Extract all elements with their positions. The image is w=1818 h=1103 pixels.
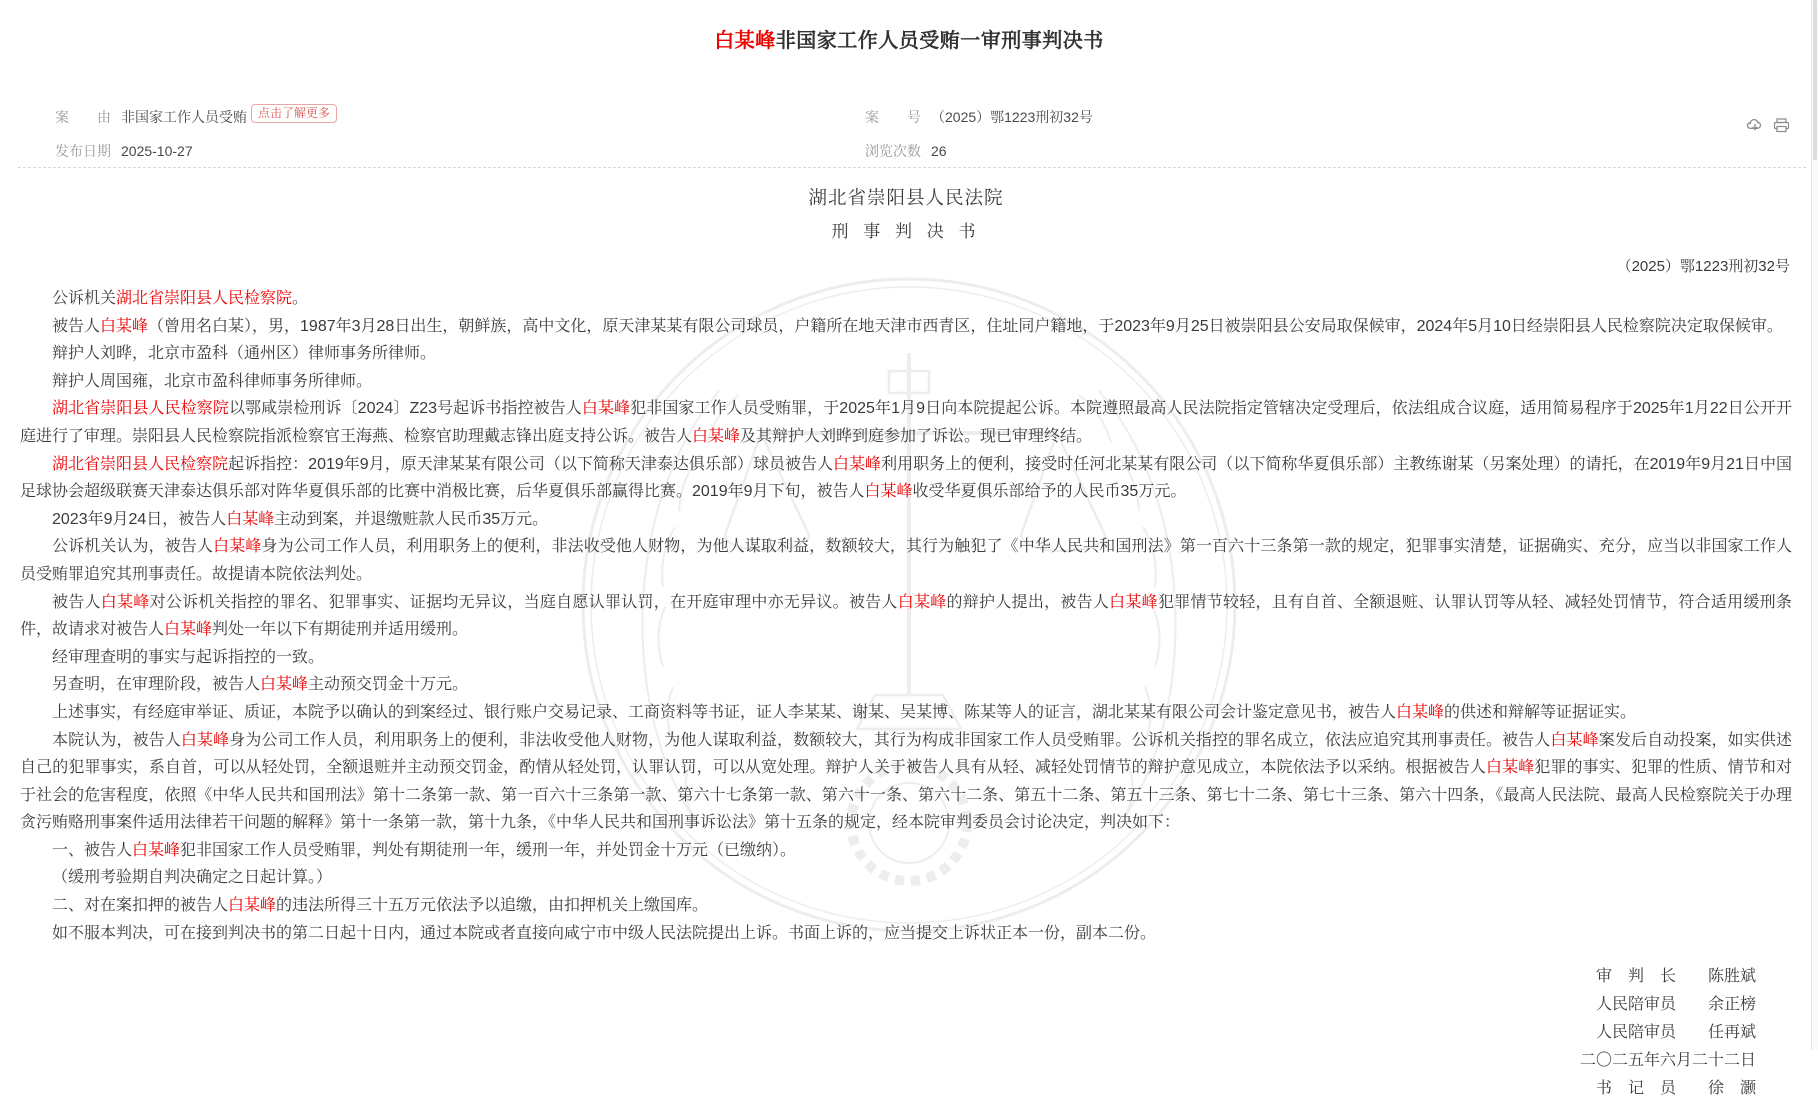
- entity-link[interactable]: 白某峰: [100, 593, 150, 611]
- publish-date-value: 2025-10-27: [121, 143, 193, 159]
- paragraph-text: 被告人: [52, 593, 101, 611]
- learn-more-badge[interactable]: 点击了解更多: [251, 104, 337, 123]
- judgment-paragraph: [20, 340, 1792, 368]
- paragraph-text: 经审理查明的事实与起诉指控的一致。: [52, 648, 325, 666]
- paragraph-text: 对公诉机关指控的罪名、犯罪事实、证据均无异议，当庭自愿认罪认罚，在开庭审理中亦无异议。被告人: [149, 593, 898, 611]
- judgment-paragraph: [20, 671, 1792, 699]
- signature-role: 审 判 长: [1595, 968, 1676, 986]
- views-value: 26: [931, 143, 947, 159]
- signature-role: 人民陪审员: [1595, 996, 1676, 1014]
- paragraph-text: 犯罪的事实、犯罪的性质、情节和对于社会的危害程度，依照《中华人民共和国刑法》第十二条第一款、第一百六十三条第一款、第六十七条第一款、第六十一条、第六十二条、第五十二条、第五十三条、第七十二条、第七十三条、第六十四条，《最高人民法院、最高人民检察院关于办理贪污贿赂刑事案件适用法律若干问题的解释》第十一条第一款，第十九条，《中华人民共和国刑事诉讼法》第十五条的规定，经本院审判委员会讨论决定，判决如下：: [20, 759, 1792, 832]
- entity-link[interactable]: 湖北省崇阳县人民检察院: [52, 400, 229, 418]
- signature-line: [20, 1019, 1756, 1047]
- meta-views: [865, 141, 947, 161]
- entity-link[interactable]: 白某峰: [1485, 759, 1535, 777]
- paragraph-text: 身为公司工作人员，利用职务上的便利，非法收受他人财物，为他人谋取利益，数额较大，其行为触犯了《中华人民共和国刑法》第一百六十三条第一款的规定，犯罪事实清楚，证据确实、充分，应当以非国家工作人员受贿罪追究其刑事责任。故提请本院依法判处。: [20, 538, 1792, 583]
- paragraph-text: 。: [292, 290, 309, 307]
- paragraph-text: 及其辩护人刘晔到庭参加了诉讼。现已审理终结。: [740, 427, 1093, 445]
- paragraph-text: 公诉机关认为，被告人: [52, 538, 214, 556]
- print-icon[interactable]: [1773, 118, 1790, 133]
- signature-name: 徐 灏: [1707, 1080, 1756, 1098]
- entity-link[interactable]: 湖北省崇阳县人民检察院: [52, 455, 229, 473]
- paragraph-text: 2023年9月24日，被告人: [52, 510, 227, 528]
- judgment-paragraph: [20, 864, 1792, 892]
- download-icon[interactable]: [1746, 118, 1764, 133]
- judgment-paragraph: [20, 533, 1792, 588]
- entity-link[interactable]: 白某峰: [100, 317, 149, 335]
- judgment-paragraph: [20, 368, 1792, 396]
- paragraph-text: 犯非国家工作人员受贿罪，判处有期徒刑一年，缓刑一年，并处罚金十万元（已缴纳）。: [180, 841, 797, 859]
- document-type: 刑 事 判 决 书: [831, 222, 981, 241]
- judgment-paragraph: [20, 920, 1792, 948]
- signature-role: 人民陪审员: [1595, 1024, 1676, 1042]
- page-title-defendant: 白某峰: [714, 30, 776, 52]
- entity-link[interactable]: 白某峰: [1109, 593, 1158, 611]
- judgment-date: 二〇二五年六月二十二日: [1579, 1052, 1756, 1070]
- header-action-icons: [1746, 118, 1790, 133]
- views-label: 浏览次数: [865, 143, 921, 159]
- entity-link[interactable]: 白某峰: [581, 400, 631, 418]
- publish-date-label: 发布日期: [55, 143, 111, 159]
- header-separator: [18, 167, 1806, 168]
- meta-case-cause: [55, 107, 337, 128]
- paragraph-text: 的违法所得三十五万元依法予以追缴，由扣押机关上缴国库。: [276, 897, 709, 915]
- entity-link[interactable]: 白某峰: [260, 676, 309, 694]
- paragraph-text: 辩护人周国雍，北京市盈科律师事务所律师。: [52, 372, 373, 390]
- entity-link[interactable]: 白某峰: [864, 483, 913, 501]
- paragraph-text: 判处一年以下有期徒刑并适用缓刑。: [212, 621, 469, 639]
- entity-link[interactable]: 白某峰: [692, 427, 741, 445]
- paragraph-text: 的供述和辩解等证据证实。: [1444, 703, 1637, 721]
- entity-link[interactable]: 白某峰: [1396, 703, 1445, 721]
- paragraph-text: 辩护人刘晔，北京市盈科（通州区）律师事务所律师。: [52, 345, 437, 363]
- judgment-paragraph: [20, 727, 1792, 837]
- signature-block: [20, 963, 1792, 1103]
- signature-name: 陈胜斌: [1707, 968, 1756, 986]
- entity-link[interactable]: 白某峰: [897, 593, 947, 611]
- paragraph-text: 收受华夏俱乐部给予的人民币35万元。: [912, 483, 1187, 501]
- entity-link[interactable]: 湖北省崇阳县人民检察院: [116, 290, 293, 307]
- vertical-scrollbar[interactable]: [1811, 0, 1818, 1050]
- paragraph-text: 如不服本判决，可在接到判决书的第二日起十日内，通过本院或者直接向咸宁市中级人民法院提出上诉。书面上诉的，应当提交上诉状正本一份，副本二份。: [52, 924, 1157, 942]
- judgment-paragraph: [20, 451, 1792, 506]
- judgment-paragraph: [20, 837, 1792, 865]
- signature-role: 书 记 员: [1595, 1080, 1676, 1098]
- paragraph-text: 以鄂咸崇检刑诉〔2024〕Z23号起诉书指控被告人: [228, 400, 582, 418]
- meta-case-number: [865, 107, 1093, 127]
- signature-name: 任再斌: [1707, 1024, 1756, 1042]
- judgment-paragraph: [20, 589, 1792, 644]
- judgment-paragraph: [20, 313, 1792, 341]
- case-cause-label: 案 由: [55, 109, 111, 125]
- signature-line: [20, 991, 1756, 1019]
- case-cause-value: 非国家工作人员受贿: [121, 109, 247, 125]
- signature-line: [20, 1075, 1756, 1103]
- signature-line: [20, 963, 1756, 991]
- judgment-paragraph: [20, 395, 1792, 450]
- entity-link[interactable]: 白某峰: [1550, 731, 1599, 749]
- paragraph-text: 上述事实，有经庭审举证、质证，本院予以确认的到案经过、银行账户交易记录、工商资料等书证，证人李某某、谢某、吴某博、陈某等人的证言，湖北某某有限公司会计鉴定意见书，被告人: [52, 703, 1397, 721]
- court-name: 湖北省崇阳县人民法院: [808, 187, 1004, 208]
- signature-name: 余正榜: [1707, 996, 1756, 1014]
- judgment-paragraph: [20, 285, 1792, 313]
- entity-link[interactable]: 白某峰: [164, 621, 213, 639]
- entity-link[interactable]: 白某峰: [833, 455, 882, 473]
- paragraph-text: 公诉机关: [52, 290, 117, 307]
- paragraph-text: 身为公司工作人员，利用职务上的便利，非法收受他人财物，为他人谋取利益，数额较大，其行为构成非国家工作人员受贿罪。公诉机关指控的罪名成立，依法应追究其刑事责任。被告人: [229, 731, 1551, 749]
- paragraph-text: 的辩护人提出，被告人: [946, 593, 1110, 611]
- entity-link[interactable]: 白某峰: [132, 841, 181, 859]
- paragraph-text: 犯非国家工作人员受贿罪，于2025年1月9日向本院提起公诉。本院遵照最高人民法院指定管辖决定受理后，依法组成合议庭，适用简易程序于2025年1月22日公开开庭进行了审理。崇阳县人民检察院指派检察官王海燕、检察官助理戴志锋出庭支持公诉。被告人: [20, 400, 1792, 445]
- entity-link[interactable]: 白某峰: [228, 897, 277, 915]
- entity-link[interactable]: 白某峰: [226, 510, 275, 528]
- paragraph-text: 犯罪情节较轻，且有自首、全额退赃、认罪认罚等从轻、减轻处罚情节，符合适用缓刑条件，故请求对被告人: [20, 593, 1792, 639]
- paragraph-text: 本院认为，被告人: [52, 731, 181, 749]
- judgment-paragraph: [20, 506, 1792, 534]
- paragraph-text: 主动到案，并退缴赃款人民币35万元。: [274, 510, 549, 528]
- paragraph-text: 案发后自动投案，如实供述自己的犯罪事实，系自首，可以从轻处罚，全额退赃并主动预交罚金，酌情从轻处罚，认罪认罚，可以从宽处理。辩护人关于被告人具有从轻、减轻处罚情节的辩护意见成立，本院依法予以采纳。根据被告人: [20, 731, 1792, 777]
- meta-publish-date: [55, 141, 193, 161]
- page-title: [0, 24, 1818, 53]
- judgment-paragraph: [20, 644, 1792, 672]
- judgment-body: [20, 285, 1792, 947]
- paragraph-text: （缓刑考验期自判决确定之日起计算。）: [52, 869, 333, 887]
- judgment-paragraph: [20, 699, 1792, 727]
- paragraph-text: 二、对在案扣押的被告人: [52, 897, 229, 915]
- paragraph-text: 起诉指控：2019年9月，原天津某某有限公司（以下简称天津泰达俱乐部）球员被告人: [228, 455, 834, 473]
- document-case-number: （2025）鄂1223刑初32号: [1616, 258, 1790, 275]
- paragraph-text: 被告人: [52, 317, 101, 335]
- judgment-paragraph: [20, 892, 1792, 920]
- paragraph-text: 一、被告人: [52, 841, 133, 859]
- scrollbar-thumb[interactable]: [1813, 0, 1817, 160]
- page-title-rest: 非国家工作人员受贿一审刑事判决书: [775, 30, 1104, 52]
- judgment-document: [20, 178, 1792, 1103]
- case-number-label: 案 号: [865, 109, 921, 125]
- entity-link[interactable]: 白某峰: [213, 538, 262, 556]
- paragraph-text: 另查明，在审理阶段，被告人: [52, 676, 261, 694]
- case-number-value: （2025）鄂1223刑初32号: [931, 109, 1093, 125]
- paragraph-text: 利用职务上的便利，接受时任河北某某有限公司（以下简称华夏俱乐部）主教练谢某（另案处理）的请托，在2019年9月21日中国足球协会超级联赛天津泰达俱乐部对阵华夏俱乐部的比赛中消极比赛，后华夏俱乐部赢得比赛。2019年9月下旬，被告人: [20, 455, 1792, 501]
- paragraph-text: 主动预交罚金十万元。: [308, 676, 469, 694]
- entity-link[interactable]: 白某峰: [180, 731, 230, 749]
- paragraph-text: （曾用名白某），男，1987年3月28日出生，朝鲜族，高中文化，原天津某某有限公司球员，户籍所在地天津市西青区，住址同户籍地，于2023年9月25日被崇阳县公安局取保候审，2024年5月10日经崇阳县人民检察院决定取保候审。: [148, 317, 1783, 335]
